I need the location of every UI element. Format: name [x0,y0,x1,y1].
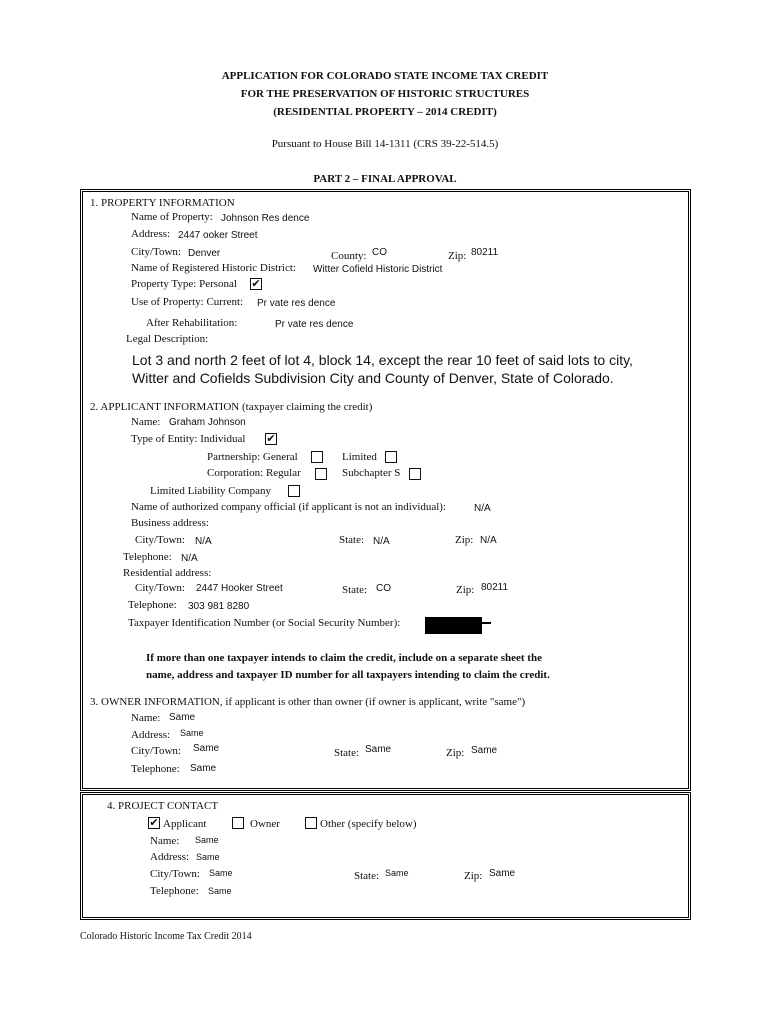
use-current-value[interactable]: Pr vate res dence [257,298,336,309]
form-title-line1: APPLICATION FOR COLORADO STATE INCOME TAX CREDIT [221,70,549,82]
business-state-label: State: [339,534,365,546]
owner-city-label: City/Town: [131,745,181,757]
county-label: County: [331,250,367,262]
contact-zip-value[interactable]: Same [489,868,516,879]
contact-city-label: City/Town: [150,868,200,880]
residential-city-value[interactable]: 2447 Hooker Street [196,583,283,594]
part-heading: PART 2 – FINAL APPROVAL [313,173,457,185]
partnership-general-label: Partnership: General [207,451,298,463]
property-type-label: Property Type: Personal [131,278,237,290]
use-current-label: Use of Property: Current: [131,296,244,308]
multiple-taxpayer-note-line1: If more than one taxpayer intends to claim the credit, include on a separate sheet the [146,652,542,664]
section4-title: 4. PROJECT CONTACT [107,800,219,812]
other-checkbox[interactable] [305,817,317,829]
residential-zip-label: Zip: [456,584,475,596]
owner-city-value[interactable]: Same [193,743,220,754]
contact-state-value[interactable]: Same [385,868,409,878]
business-telephone-label: Telephone: [123,551,172,563]
owner-telephone-value[interactable]: Same [190,763,217,774]
llc-checkbox[interactable] [288,485,300,497]
redaction-bar [425,617,482,634]
business-address-label: Business address: [131,517,209,529]
multiple-taxpayer-note-line2: name, address and taxpayer ID number for all taxpayers intending to claim the credit. [146,669,550,681]
applicant-option-label: Applicant [163,818,207,830]
legal-description-line1[interactable]: Lot 3 and north 2 feet of lot 4, block 14, except the rear 10 feet of said lots to city, [132,352,633,368]
owner-zip-label: Zip: [446,747,465,759]
owner-option-label: Owner [250,818,280,830]
legal-description-line2[interactable]: Witter and Cofields Subdivision City and County of Denver, State of Colorado. [132,370,614,386]
applicant-name-label: Name: [131,416,161,428]
business-city-label: City/Town: [135,534,185,546]
company-official-value[interactable]: N/A [474,503,491,514]
after-rehab-label: After Rehabilitation: [146,317,238,329]
section1-title: 1. PROPERTY INFORMATION [90,197,235,209]
business-state-value[interactable]: N/A [373,536,390,547]
contact-telephone-label: Telephone: [150,885,199,897]
district-label: Name of Registered Historic District: [131,262,296,274]
personal-checkbox[interactable]: ✔ [251,277,261,290]
zip-value[interactable]: 80211 [471,247,499,258]
property-name-value[interactable]: Johnson Res dence [221,213,310,224]
corporation-regular-label: Corporation: Regular [207,467,301,479]
owner-address-label: Address: [131,729,171,741]
district-value[interactable]: Witter Cofield Historic District [313,264,443,275]
entity-type-label: Type of Entity: Individual [131,433,246,445]
contact-telephone-value[interactable]: Same [208,886,232,896]
owner-state-label: State: [334,747,360,759]
form-title-line3: (RESIDENTIAL PROPERTY – 2014 CREDIT) [273,106,497,118]
owner-name-value[interactable]: Same [169,712,196,723]
address-value[interactable]: 2447 ooker Street [178,230,258,241]
address-label: Address: [131,228,171,240]
company-official-label: Name of authorized company official (if applicant is not an individual): [131,501,447,513]
business-zip-label: Zip: [455,534,474,546]
contact-address-value[interactable]: Same [196,852,220,862]
llc-label: Limited Liability Company [150,485,271,497]
subchapter-s-label: Subchapter S [342,467,401,479]
city-value[interactable]: Denver [188,248,221,259]
corporation-regular-checkbox[interactable] [315,468,327,480]
contact-name-label: Name: [150,835,180,847]
owner-state-value[interactable]: Same [365,744,392,755]
owner-address-value[interactable]: Same [180,728,204,738]
contact-address-label: Address: [150,851,190,863]
section2-title: 2. APPLICANT INFORMATION (taxpayer claiming the credit) [90,401,373,413]
legal-description-label: Legal Description: [126,333,209,345]
residential-state-value[interactable]: CO [376,583,391,594]
applicant-name-value[interactable]: Graham Johnson [169,417,246,428]
property-name-label: Name of Property: [131,211,213,223]
residential-telephone-value[interactable]: 303 981 8280 [188,601,250,612]
owner-checkbox[interactable] [232,817,244,829]
residential-zip-value[interactable]: 80211 [481,582,509,593]
business-city-value[interactable]: N/A [195,536,212,547]
contact-state-label: State: [354,870,380,882]
contact-zip-label: Zip: [464,870,483,882]
section3-title: 3. OWNER INFORMATION, if applicant is other than owner (if owner is applicant, write "same") [90,696,526,708]
owner-name-label: Name: [131,712,161,724]
taxpayer-id-label: Taxpayer Identification Number (or Social Security Number): [128,617,401,629]
after-rehab-value[interactable]: Pr vate res dence [275,319,354,330]
individual-checkbox[interactable]: ✔ [266,432,276,445]
owner-zip-value[interactable]: Same [471,745,498,756]
business-telephone-value[interactable]: N/A [181,553,198,564]
contact-name-value[interactable]: Same [195,835,219,845]
page-footer: Colorado Historic Income Tax Credit 2014 [80,931,252,942]
residential-address-label: Residential address: [123,567,212,579]
subchapter-s-checkbox[interactable] [409,468,421,480]
contact-city-value[interactable]: Same [209,868,233,878]
residential-city-label: City/Town: [135,582,185,594]
city-label: City/Town: [131,246,181,258]
pursuant-text: Pursuant to House Bill 14-1311 (CRS 39-22-514.5) [271,138,499,150]
partnership-limited-checkbox[interactable] [385,451,397,463]
other-option-label: Other (specify below) [320,818,417,830]
partnership-limited-label: Limited [342,451,377,463]
zip-label: Zip: [448,250,467,262]
applicant-checkbox[interactable]: ✔ [149,816,159,829]
residential-telephone-label: Telephone: [128,599,177,611]
redaction-tail [482,622,491,624]
partnership-general-checkbox[interactable] [311,451,323,463]
owner-telephone-label: Telephone: [131,763,180,775]
residential-state-label: State: [342,584,368,596]
county-value[interactable]: CO [372,247,387,258]
form-title-line2: FOR THE PRESERVATION OF HISTORIC STRUCTURES [240,88,530,100]
business-zip-value[interactable]: N/A [480,535,497,546]
